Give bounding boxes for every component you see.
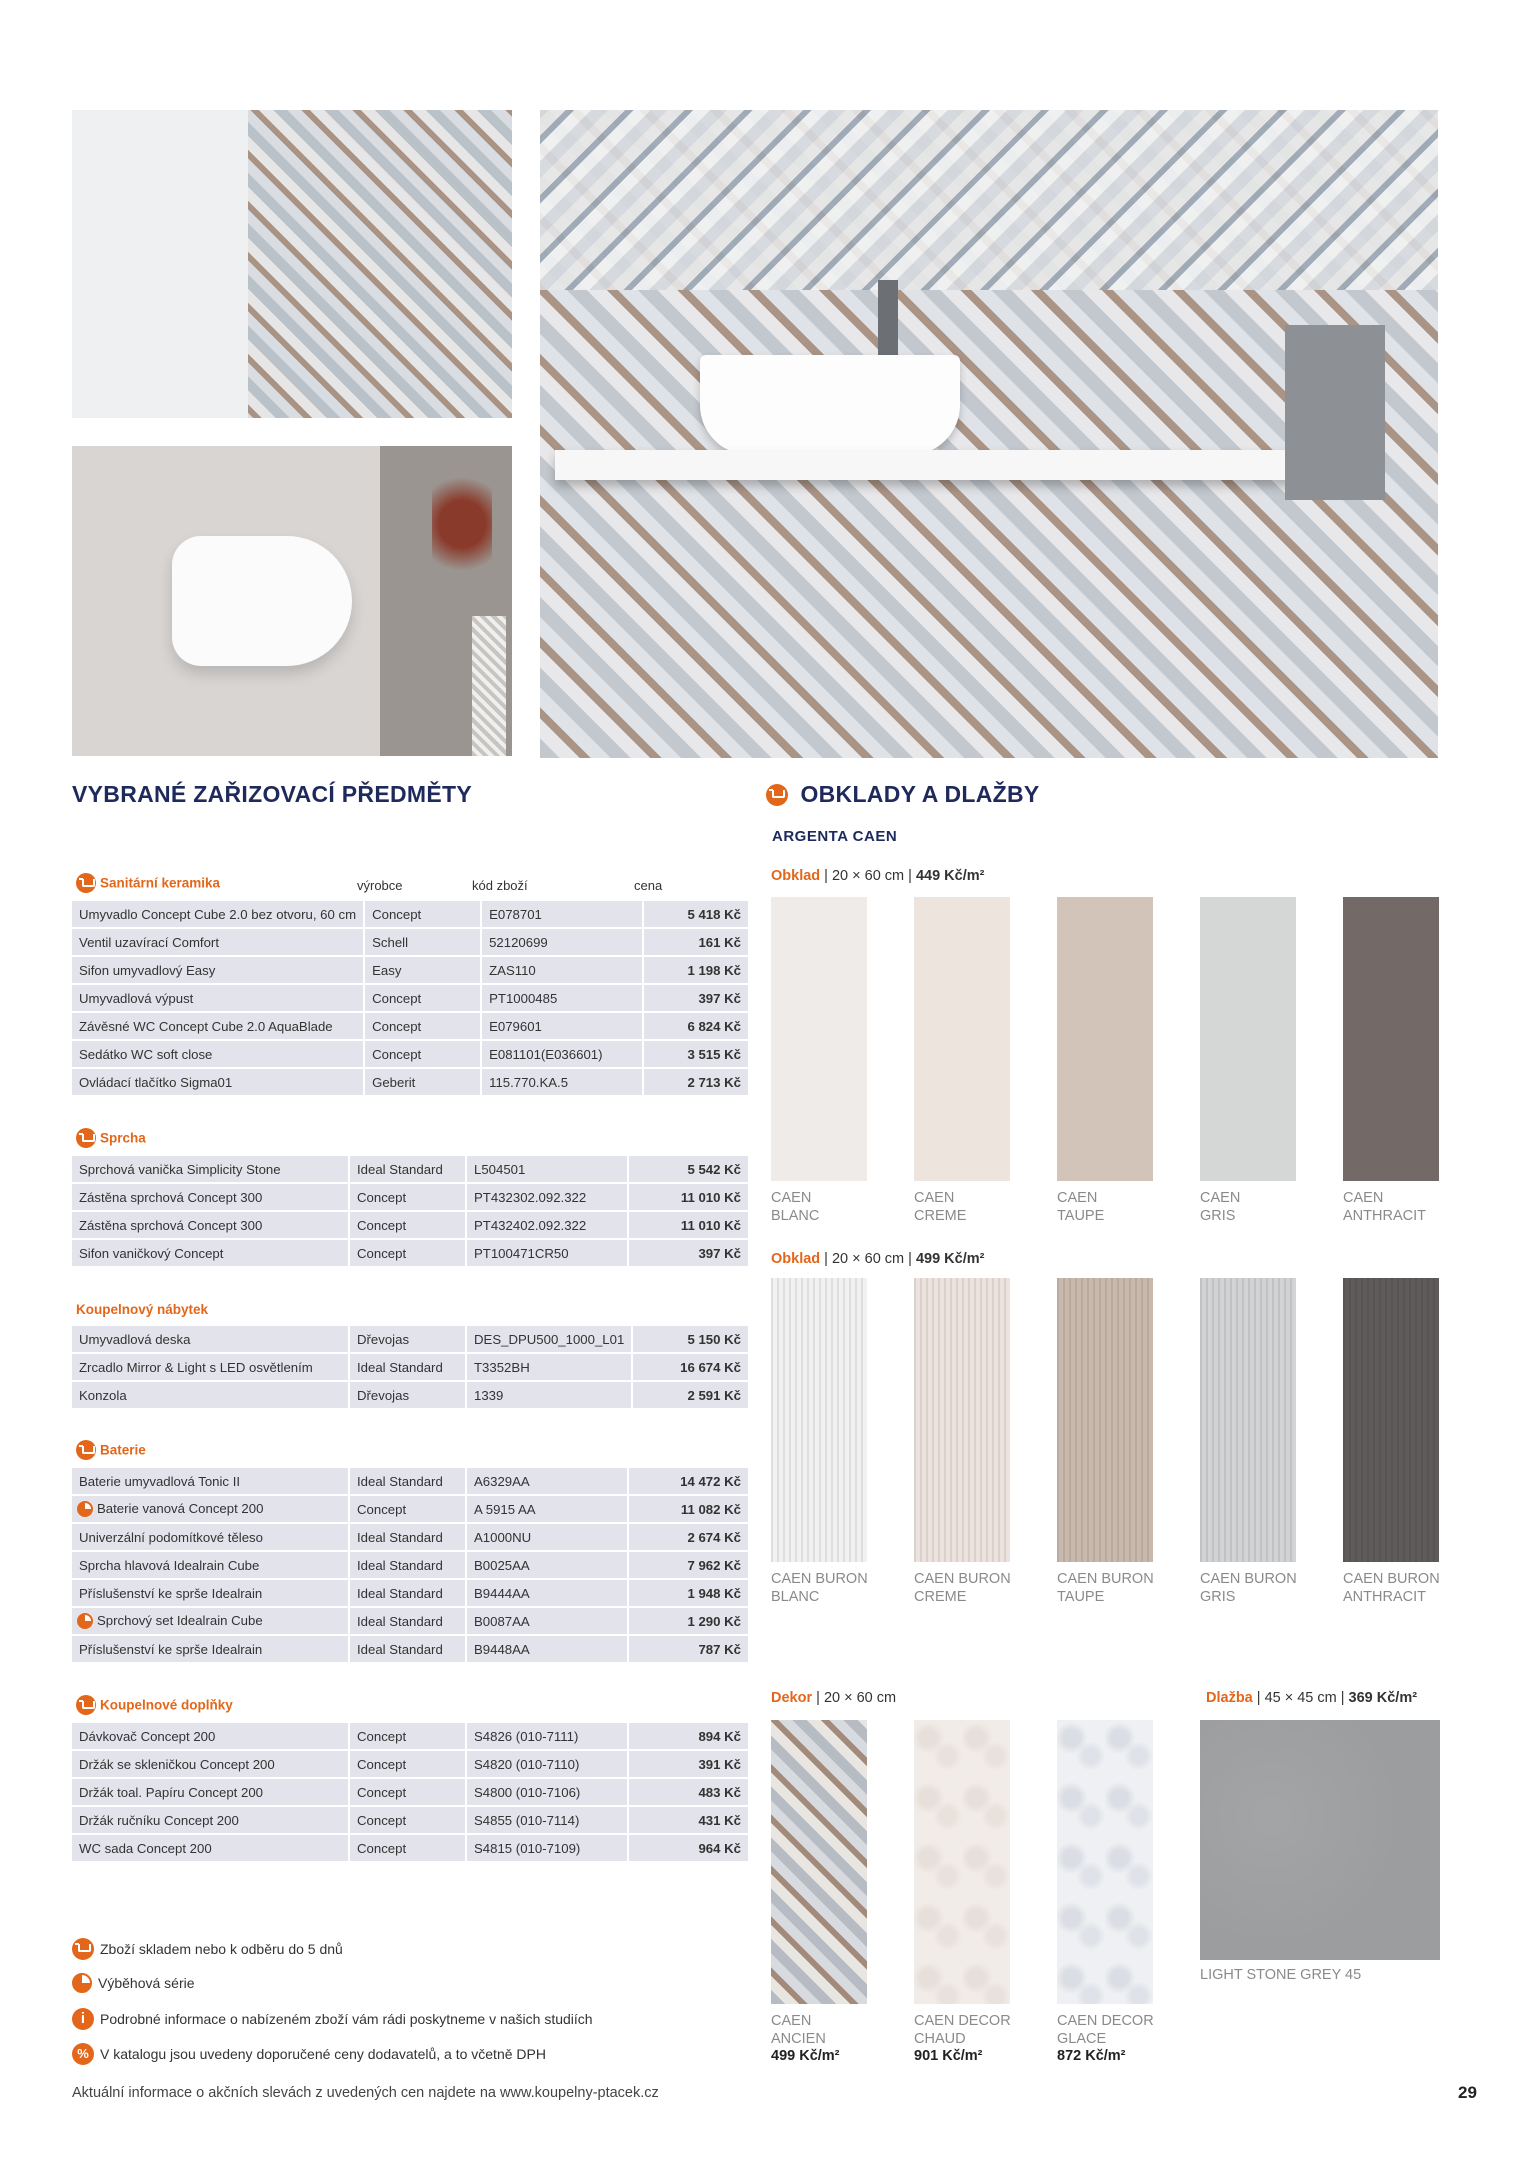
price-table-shower (72, 1154, 748, 1268)
tile-label: CAEN DECOR GLACE (1057, 2013, 1154, 2047)
column-header-price: cena (634, 878, 663, 893)
cart-icon (76, 1695, 96, 1715)
tile-label: CAEN BURON BLANC (771, 1571, 868, 1605)
legend-clearance: Výběhová série (72, 1973, 195, 1993)
cart-icon (76, 1440, 96, 1460)
floor-tile-swatch (1200, 1720, 1440, 1960)
toilet-bowl (172, 536, 352, 666)
section-head-furniture (76, 1302, 208, 1317)
clearance-icon (77, 1613, 93, 1629)
table-row: Umyvadlová deska Dřevojas DES_DPU500_1000_L01 5 150 Kč (72, 1326, 748, 1352)
price-table-ceramics (72, 899, 748, 1097)
tile-label: CAEN CREME (914, 1190, 967, 1224)
section-head-accessories (76, 1695, 233, 1715)
section-head-shower (76, 1128, 146, 1148)
table-row: Příslušenství ke sprše Idealrain Ideal Standard B9444AA 1 948 Kč (72, 1580, 748, 1606)
format-line-2: Obklad | 20 × 60 cm | 499 Kč/m² (771, 1251, 985, 1267)
table-row: Zrcadlo Mirror & Light s LED osvětlením Ideal Standard T3352BH 16 674 Kč (72, 1354, 748, 1380)
table-row: Příslušenství ke sprše Idealrain Ideal Standard B9448AA 787 Kč (72, 1636, 748, 1662)
format-line-floor: Dlažba | 45 × 45 cm | 369 Kč/m² (1206, 1690, 1418, 1706)
tile-swatch (914, 897, 1010, 1181)
table-row: Dávkovač Concept 200 Concept S4826 (010-7111) 894 Kč (72, 1723, 748, 1749)
left-heading: VYBRANÉ ZAŘIZOVACÍ PŘEDMĚTY (72, 781, 472, 807)
format-line-1: Obklad | 20 × 60 cm | 449 Kč/m² (771, 868, 985, 884)
clock-icon (72, 1973, 92, 1993)
table-row: Umyvadlová výpust Concept PT1000485 397 Kč (72, 985, 748, 1011)
patterned-wall (540, 110, 1438, 290)
table-row: Sifon umyvadlový Easy Easy ZAS110 1 198 Kč (72, 957, 748, 983)
page-number: 29 (1458, 2083, 1477, 2102)
format-line-decor: Dekor | 20 × 60 cm (771, 1690, 897, 1706)
table-row: Zástěna sprchová Concept 300 Concept PT432402.092.322 11 010 Kč (72, 1212, 748, 1238)
tile-label: LIGHT STONE GREY 45 (1200, 1967, 1362, 1983)
tile-label: CAEN BURON TAUPE (1057, 1571, 1154, 1605)
section-title: Baterie (100, 1442, 146, 1458)
tile-label: CAEN ANTHRACIT (1343, 1190, 1426, 1224)
table-row: Sifon vaničkový Concept Concept PT100471CR50 397 Kč (72, 1240, 748, 1266)
right-heading: OBKLADY A DLAŽBY (800, 781, 1040, 807)
tile-label: CAEN DECOR CHAUD (914, 2013, 1011, 2047)
price-table-furniture (72, 1324, 748, 1410)
tile-label: CAEN GRIS (1200, 1190, 1241, 1224)
section-title: Koupelnový nábytek (76, 1302, 209, 1317)
cart-icon (76, 1128, 96, 1148)
table-row: Držák ručníku Concept 200 Concept S4855 (010-7114) 431 Kč (72, 1807, 748, 1833)
footer-note: Aktuální informace o akčních slevách z uvedených cen najdete na www.koupelny-ptacek.cz (72, 2085, 659, 2101)
table-row: Držák toal. Papíru Concept 200 Concept S4800 (010-7106) 483 Kč (72, 1779, 748, 1805)
tile-swatch (771, 897, 867, 1181)
vase (472, 616, 506, 756)
table-row: Ovládací tlačítko Sigma01 Geberit 115.770.KA.5 2 713 Kč (72, 1069, 748, 1095)
column-header-maker: výrobce (357, 878, 403, 893)
tile-price: 499 Kč/m² (771, 2048, 840, 2064)
tile-label: CAEN ANCIEN (771, 2013, 826, 2047)
table-row: Baterie vanová Concept 200 Concept A 5915 AA 11 082 Kč (72, 1496, 748, 1522)
legend-info: i Podrobné informace o nabízeném zboží vám rádi poskytneme v našich studiích (72, 2008, 593, 2030)
sink-photo (540, 110, 1438, 758)
legend-stock: Zboží skladem nebo k odběru do 5 dnů (72, 1938, 343, 1960)
tile-swatch (1057, 1278, 1153, 1562)
table-row: WC sada Concept 200 Concept S4815 (010-7109) 964 Kč (72, 1835, 748, 1861)
towel (1285, 325, 1385, 500)
table-row: Držák se skleničkou Concept 200 Concept S4820 (010-7110) 391 Kč (72, 1751, 748, 1777)
table-row: Závěsné WC Concept Cube 2.0 AquaBlade Concept E079601 6 824 Kč (72, 1013, 748, 1039)
table-row: Sprcha hlavová Idealrain Cube Ideal Standard B0025AA 7 962 Kč (72, 1552, 748, 1578)
tile-label: CAEN BURON GRIS (1200, 1571, 1297, 1605)
right-heading-wrap (766, 781, 1040, 808)
legend-percent: % V katalogu jsou uvedeny doporučené ceny dodavatelů, a to včetně DPH (72, 2043, 546, 2065)
cart-icon (766, 784, 788, 806)
column-header-code: kód zboží (472, 878, 528, 893)
table-row: Univerzální podomítkové těleso Ideal Standard A1000NU 2 674 Kč (72, 1524, 748, 1550)
table-row: Baterie umyvadlová Tonic II Ideal Standard A6329AA 14 472 Kč (72, 1468, 748, 1494)
table-row: Sedátko WC soft close Concept E081101(E036601) 3 515 Kč (72, 1041, 748, 1067)
section-head-faucets (76, 1440, 146, 1460)
table-row: Ventil uzavírací Comfort Schell 52120699 161 Kč (72, 929, 748, 955)
table-row: Sprchová vanička Simplicity Stone Ideal Standard L504501 5 542 Kč (72, 1156, 748, 1182)
series-name: ARGENTA CAEN (772, 828, 898, 845)
table-row: Umyvadlo Concept Cube 2.0 bez otvoru, 60 cm Concept E078701 5 418 Kč (72, 901, 748, 927)
section-head-ceramics (76, 873, 220, 893)
table-row: Konzola Dřevojas 1339 2 591 Kč (72, 1382, 748, 1408)
tile-swatch (1200, 897, 1296, 1181)
section-title: Sprcha (100, 1130, 146, 1146)
tile-swatch (1057, 897, 1153, 1181)
tile-price: 872 Kč/m² (1057, 2048, 1126, 2064)
section-title: Sanitární keramika (100, 875, 221, 891)
tile-swatch (771, 1278, 867, 1562)
cart-icon (72, 1938, 94, 1960)
tile-price: 901 Kč/m² (914, 2048, 983, 2064)
table-row: Sprchový set Idealrain Cube Ideal Standard B0087AA 1 290 Kč (72, 1608, 748, 1634)
price-table-faucets (72, 1466, 748, 1664)
tile-swatch (1200, 1278, 1296, 1562)
shower-photo (72, 110, 512, 418)
plant (432, 476, 492, 596)
cart-icon (76, 873, 96, 893)
section-title: Koupelnové doplňky (100, 1697, 233, 1713)
clearance-icon (77, 1501, 93, 1517)
faucet (878, 280, 898, 360)
vanity-top (555, 450, 1305, 480)
tile-swatch (1343, 897, 1439, 1181)
tile-label: CAEN TAUPE (1057, 1190, 1105, 1224)
info-icon: i (72, 2008, 94, 2030)
tile-label: CAEN BURON CREME (914, 1571, 1011, 1605)
washbasin (700, 355, 960, 455)
price-table-accessories (72, 1721, 748, 1863)
tile-swatch (771, 1720, 867, 2004)
percent-icon: % (72, 2043, 94, 2065)
tile-label: CAEN BURON ANTHRACIT (1343, 1571, 1440, 1605)
tile-swatch (1343, 1278, 1439, 1562)
toilet-photo (72, 446, 512, 756)
tile-swatch (1057, 1720, 1153, 2004)
tile-swatch (914, 1720, 1010, 2004)
tile-label: CAEN BLANC (771, 1190, 820, 1224)
tile-swatch (914, 1278, 1010, 1562)
table-row: Zástěna sprchová Concept 300 Concept PT432302.092.322 11 010 Kč (72, 1184, 748, 1210)
